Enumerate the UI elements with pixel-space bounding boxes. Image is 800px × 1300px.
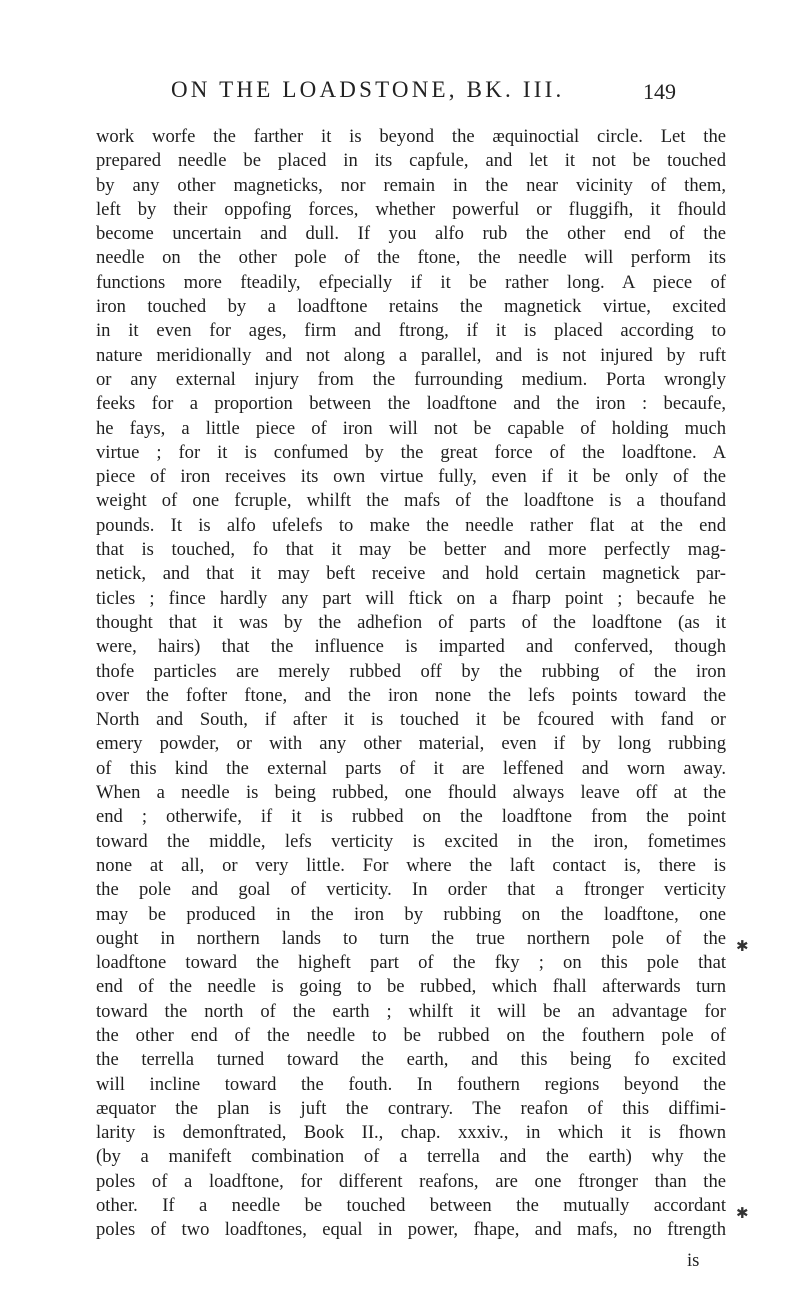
text-line: the other end of the needle to be rubbed on the fouthern pole of [96,1024,726,1046]
text-line: toward the middle, lefs verticity is excited in the iron, fometimes [96,830,726,852]
body-text [96,125,726,1243]
text-line: in it even for ages, firm and ftrong, if it is placed according to [96,320,726,342]
text-line: end of the needle is going to be rubbed, which fhall afterwards turn [96,976,726,998]
text-line: functions more fteadily, efpecially if it be rather long. A piece of [96,271,726,293]
text-line: may be produced in the iron by rubbing on the loadftone, one [96,903,726,925]
text-line: thought that it was by the adhefion of parts of the loadftone (as it [96,611,726,633]
text-line: the pole and goal of verticity. In order that a ftronger verticity [96,879,726,901]
text-line: feeks for a proportion between the loadftone and the iron : becaufe, [96,393,726,415]
text-line: prepared needle be placed in its capfule, and let it not be touched [96,150,726,172]
text-line: ought in northern lands to turn the true northern pole of the [96,927,726,949]
text-line: left by their oppofing forces, whether powerful or fluggifh, it fhould [96,198,726,220]
text-line: end ; otherwife, if it is rubbed on the loadftone from the point [96,806,726,828]
text-line: loadftone toward the higheft part of the fky ; on this pole that [96,952,726,974]
text-line: or any external injury from the furrounding medium. Porta wrongly [96,368,726,390]
text-line: æquator the plan is juft the contrary. The reafon of this diffimi- [96,1097,726,1119]
text-line: ticles ; fince hardly any part will ftick on a fharp point ; becaufe he [96,587,726,609]
text-line: work worfe the farther it is beyond the æquinoctial circle. Let the [96,126,726,147]
text-line: emery powder, or with any other material, even if by long rubbing [96,733,726,755]
text-line: piece of iron receives its own virtue fully, even if it be only of the [96,466,726,488]
text-line: will incline toward the fouth. In fouthern regions beyond the [96,1073,726,1095]
text-line: nature meridionally and not along a parallel, and is not injured by ruft [96,344,726,366]
text-line: When a needle is being rubbed, one fhould always leave off at the [96,782,726,804]
text-line: larity is demonftrated, Book II., chap. xxxiv., in which it is fhown [96,1122,726,1144]
text-line: virtue ; for it is confumed by the great force of the loadftone. A [96,441,726,463]
text-line: needle on the other pole of the ftone, the needle will perform its [96,247,726,269]
margin-asterisk-icon: ✱ [736,937,749,955]
text-line: poles of a loadftone, for different reafons, are one ftronger than the [96,1170,726,1192]
text-line: other. If a needle be touched between the mutually accordant [96,1195,726,1217]
text-line: he fays, a little piece of iron will not be capable of holding much [96,417,726,439]
text-line: (by a manifeft combination of a terrella and the earth) why the [96,1146,726,1168]
running-head: ON THE LOADSTONE, BK. III. [171,77,565,102]
text-line: pounds. It is alfo ufelefs to make the needle rather flat at the end [96,514,726,536]
text-line: by any other magneticks, nor remain in the near vicinity of them, [96,174,726,196]
text-line: the terrella turned toward the earth, and this being fo excited [96,1049,726,1071]
text-line: of this kind the external parts of it are leffened and worn away. [96,757,726,779]
text-line: become uncertain and dull. If you alfo rub the other end of the [96,223,726,245]
text-line: that is touched, fo that it may be better and more perfectly mag- [96,539,726,561]
page-number: 149 [643,79,676,104]
text-line: thofe particles are merely rubbed off by the rubbing of the iron [96,660,726,682]
text-line: toward the north of the earth ; whilft it will be an advantage for [96,1000,726,1022]
catchword: is [687,1250,700,1271]
text-line: were, hairs) that the influence is imparted and conferved, though [96,636,726,658]
margin-asterisk-icon: ✱ [736,1204,749,1222]
text-line: over the fofter ftone, and the iron none the lefs points toward the [96,684,726,706]
text-line: North and South, if after it is touched it be fcoured with fand or [96,709,726,731]
text-line: weight of one fcruple, whilft the mafs of the loadftone is a thoufand [96,490,726,512]
text-line: netick, and that it may beft receive and hold certain magnetick par- [96,563,726,585]
text-line: iron touched by a loadftone retains the magnetick virtue, excited [96,296,726,318]
text-line: none at all, or very little. For where the laft contact is, there is [96,854,726,876]
text-line: poles of two loadftones, equal in power, fhape, and mafs, no ftrength [96,1219,726,1241]
